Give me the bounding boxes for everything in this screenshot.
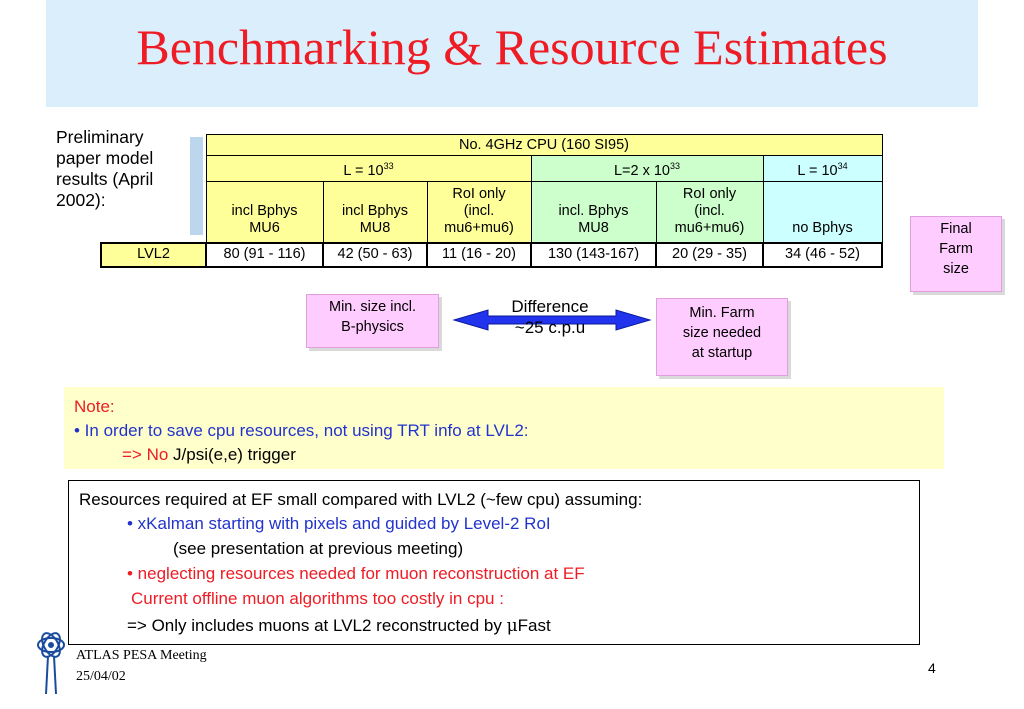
col-line: incl Bphys: [231, 203, 298, 220]
col-line: RoI only: [682, 186, 737, 203]
lum-mid: [531, 156, 763, 182]
col-line: MU8: [359, 220, 391, 237]
col-line: [207, 186, 323, 203]
lum-high: [763, 156, 882, 182]
box-line: size: [943, 261, 969, 277]
prelim-line: results (April: [56, 169, 154, 189]
mu-symbol: μ: [506, 616, 518, 636]
lum-low-base: L = 10: [343, 162, 384, 179]
page-number: 4: [928, 660, 936, 676]
col-header: [323, 182, 427, 243]
note-label: Note:: [74, 397, 115, 416]
prelim-line: Preliminary: [56, 127, 144, 147]
table-cell: 130 (143-167): [531, 243, 656, 267]
resources-line-4: • neglecting resources needed for muon reconstruction at EF: [127, 564, 585, 583]
note-box: [64, 387, 944, 469]
box-line: Final: [940, 221, 972, 237]
box-line: Farm: [939, 241, 973, 257]
resources-line-6b: Fast: [517, 616, 551, 635]
lum-mid-exp: 33: [670, 160, 681, 171]
col-line: incl. Bphys: [558, 203, 629, 220]
resources-box: [68, 480, 920, 645]
lum-mid-base: L=2 x 10: [613, 162, 671, 179]
difference-line: Difference: [511, 297, 589, 316]
box-line: Min. Farm: [689, 305, 755, 321]
page-title: Benchmarking & Resource Estimates: [136, 19, 888, 75]
table-corner: [101, 156, 206, 182]
final-farm-size-box: [910, 216, 1002, 292]
footer-meeting: ATLAS PESA Meeting: [76, 648, 207, 663]
atlas-logo-icon: [34, 628, 68, 698]
col-line: [324, 186, 427, 203]
title-bar: [46, 0, 978, 107]
cpu-table: [100, 134, 883, 268]
prelim-line: 2002):: [56, 190, 106, 210]
col-line: mu6+mu6): [444, 220, 514, 237]
col-header: [656, 182, 763, 243]
table-cell: 11 (16 - 20): [427, 243, 531, 267]
table-cell: 42 (50 - 63): [323, 243, 427, 267]
note-bullet: • In order to save cpu resources, not using TRT info at LVL2:: [74, 421, 529, 440]
col-line: [532, 186, 656, 203]
min-farm-startup-box: [656, 298, 788, 376]
note-rest: J/psi(e,e) trigger: [168, 445, 296, 464]
col-header: [206, 182, 323, 243]
difference-label: [490, 296, 610, 338]
lum-low: [206, 156, 531, 182]
note-arrow: => No: [122, 445, 169, 464]
box-line: Min. size incl.: [328, 299, 417, 315]
resources-line-6a: => Only includes muons at LVL2 reconstructed by: [127, 616, 507, 635]
col-line: MU6: [249, 220, 280, 237]
table-header: No. 4GHz CPU (160 SI95): [206, 135, 882, 156]
lum-low-exp: 33: [383, 160, 394, 171]
resources-line-1: Resources required at EF small compared with LVL2 (~few cpu) assuming:: [79, 490, 643, 509]
footer-date: 25/04/02: [76, 669, 126, 684]
resources-line-5: Current offline muon algorithms too costly in cpu :: [131, 589, 504, 608]
lum-high-exp: 34: [837, 160, 848, 171]
difference-line: ~25 c.p.u: [514, 318, 586, 337]
table-cell: 20 (29 - 35): [656, 243, 763, 267]
box-line: B-physics: [341, 319, 404, 335]
min-size-bphysics-box: [306, 294, 439, 348]
resources-line-6: [127, 613, 551, 639]
col-line: mu6+mu6): [674, 220, 745, 237]
note-trigger-line: [122, 443, 296, 467]
footer: [76, 645, 207, 687]
table-cell: 80 (91 - 116): [206, 243, 323, 267]
resources-line-2: • xKalman starting with pixels and guided by Level-2 RoI: [127, 514, 551, 533]
col-header: [763, 182, 882, 243]
row-label-lvl2: LVL2: [101, 243, 206, 267]
col-line: incl Bphys: [341, 203, 409, 220]
col-line: [764, 186, 882, 203]
col-line: (incl.: [694, 203, 725, 220]
prelim-line: paper model: [56, 148, 154, 168]
col-header: [531, 182, 656, 243]
box-line: size needed: [682, 325, 762, 341]
col-line: RoI only: [452, 186, 506, 203]
resources-line-3: (see presentation at previous meeting): [173, 539, 464, 558]
table-cell: 34 (46 - 52): [763, 243, 882, 267]
col-line: no Bphys: [792, 220, 853, 237]
col-header: [427, 182, 531, 243]
col-line: [764, 203, 882, 220]
box-line: at startup: [691, 345, 753, 361]
table-corner: [101, 182, 206, 243]
col-line: (incl.: [463, 203, 495, 220]
col-line: MU8: [578, 220, 609, 237]
table-corner: [101, 135, 206, 156]
lum-high-base: L = 10: [797, 162, 838, 179]
